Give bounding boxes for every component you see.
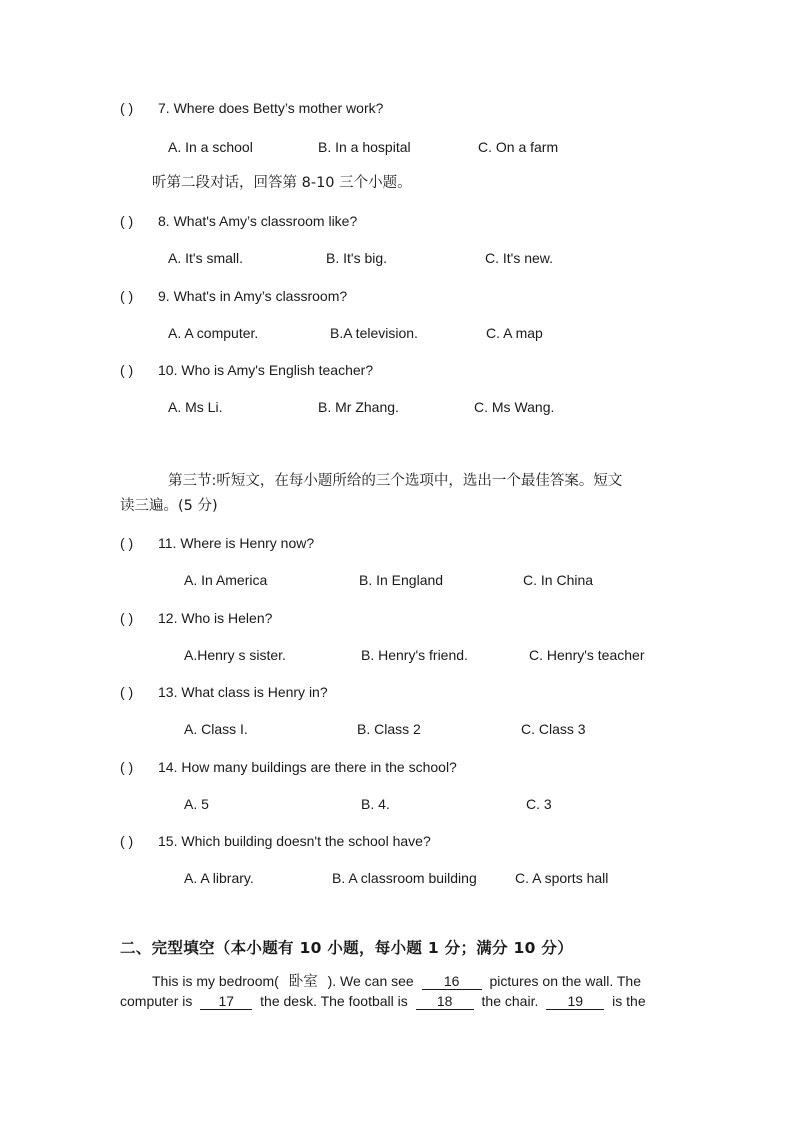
question-14 [120,758,457,776]
question-11 [120,534,314,552]
option-a: A.Henry s sister. [184,647,286,663]
instruction-dialogue-2: 听第二段对话，回答第 8-10 三个小题。 [152,175,412,191]
question-text: 11. Where is Henry now? [158,535,315,551]
option-b: B. In England [359,572,444,588]
question-text: 10. Who is Amy's English teacher? [158,362,374,378]
option-c: C. In China [523,572,594,588]
passage-text: This is my bedroom( [152,973,279,989]
question-text: 13. What class is Henry in? [158,684,328,700]
passage-text: pictures on the wall. The [489,973,641,989]
question-text: 8. What's Amy’s classroom like? [158,213,358,229]
option-c: C. 3 [526,796,552,812]
option-a: A. A computer. [168,325,259,341]
option-c: C. A map [486,325,543,341]
question-8 [120,212,357,230]
option-a: A. It's small. [168,250,244,266]
blank-19[interactable]: 19 [546,993,604,1010]
option-c: C. A sports hall [515,870,609,886]
passage-text: ). We can see [327,973,414,989]
question-text: 15. Which building doesn't the school have? [158,833,431,849]
option-b: B. Henry's friend. [361,647,468,663]
answer-paren[interactable]: ( ) [120,288,134,304]
answer-paren[interactable]: ( ) [120,535,134,551]
option-a: A. In America [184,572,268,588]
passage-text: computer is [120,993,193,1009]
passage-line-1 [152,972,641,991]
option-b: B. In a hospital [318,139,411,155]
question-text: 7. Where does Betty’s mother work? [158,100,384,116]
instruction-part-3: 第三节:听短文，在每小题所给的三个选项中，选出一个最佳答案。短文 [168,473,623,489]
option-c: C. Ms Wang. [474,399,555,415]
question-text: 9. What's in Amy’s classroom? [158,288,348,304]
passage-text: the chair. [481,993,539,1009]
question-15 [120,832,431,850]
option-b: B. Class 2 [357,721,421,737]
option-a: A. A library. [184,870,254,886]
option-c: C. Henry's teacher [529,647,645,663]
option-a: A. Class I. [184,721,248,737]
question-9 [120,287,347,305]
option-b: B. It's big. [326,250,388,266]
option-c: C. On a farm [478,139,559,155]
question-13 [120,683,328,701]
answer-paren[interactable]: ( ) [120,833,134,849]
answer-paren[interactable]: ( ) [120,362,134,378]
option-a: A. 5 [184,796,209,812]
option-a: A. In a school [168,139,253,155]
option-c: C. Class 3 [521,721,586,737]
passage-text: is the [612,993,646,1009]
option-b: B. 4. [361,796,390,812]
answer-paren[interactable]: ( ) [120,759,134,775]
answer-paren[interactable]: ( ) [120,100,134,116]
question-text: 12. Who is Helen? [158,610,273,626]
option-a: A. Ms Li. [168,399,223,415]
passage-text: the desk. The football is [260,993,408,1009]
question-12 [120,609,272,627]
answer-paren[interactable]: ( ) [120,213,134,229]
blank-16[interactable]: 16 [422,973,482,990]
blank-18[interactable]: 18 [416,993,474,1010]
option-b: B. Mr Zhang. [318,399,399,415]
question-text: 14. How many buildings are there in the school? [158,759,457,775]
option-c: C. It's new. [485,250,554,266]
option-b: B.A television. [330,325,418,341]
instruction-part-3-cont: 读三遍。(5 分) [120,498,218,514]
answer-paren[interactable]: ( ) [120,684,134,700]
section-title-cloze: 二、完型填空（本小题有 10 小题，每小题 1 分；满分 10 分） [120,939,574,957]
option-b: B. A classroom building [332,870,477,886]
blank-17[interactable]: 17 [200,993,252,1010]
question-10 [120,361,373,379]
answer-paren[interactable]: ( ) [120,610,134,626]
passage-chinese-gloss: 卧室 [288,974,318,990]
question-7 [120,99,383,117]
passage-line-2 [120,992,646,1010]
